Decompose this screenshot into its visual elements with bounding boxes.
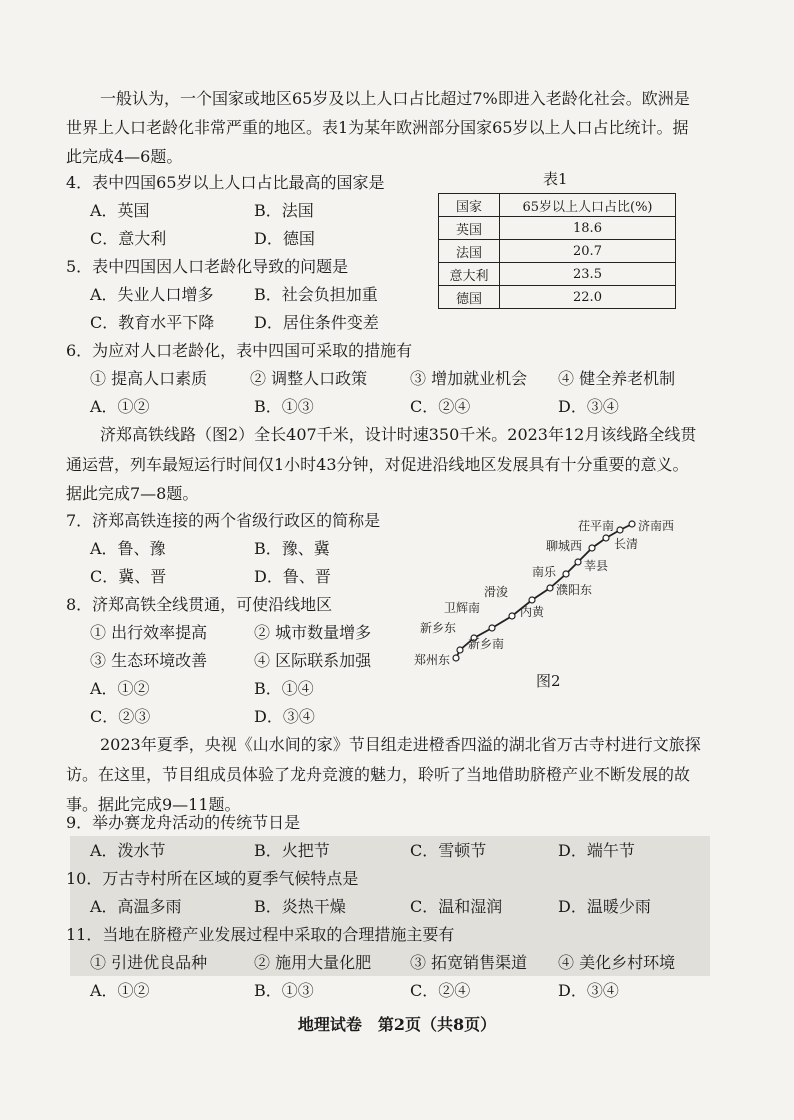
q7-option-d[interactable]: D．鲁、晋 [254, 567, 331, 586]
station-label: 滑浚 [484, 585, 509, 599]
table1-header-cell: 国家 [439, 194, 500, 217]
station-label: 聊城西 [546, 539, 583, 553]
q11-item-2: ② 施用大量化肥 [254, 953, 372, 972]
station-label: 济南西 [638, 519, 675, 533]
station-liaochengxi-dot [589, 545, 595, 551]
station-jinanxi-dot [629, 521, 635, 527]
table-row [439, 286, 676, 309]
q4-option-c[interactable]: C．意大利 [90, 229, 167, 248]
q7-option-b[interactable]: B．豫、冀 [254, 539, 330, 558]
q11-option-d[interactable]: D．③④ [558, 981, 619, 1000]
intro3-line-1: 2023年夏季，央视《山水间的家》节目组走进橙香四溢的湖北省万古寺村进行文旅探 [100, 735, 701, 754]
station-label: 郑州东 [414, 653, 451, 667]
station-neihuang-dot [529, 597, 535, 603]
q11-item-1: ① 引进优良品种 [90, 953, 208, 972]
q9-option-d[interactable]: D．端午节 [558, 841, 635, 860]
q7-option-a[interactable]: A．鲁、豫 [90, 539, 166, 558]
q8-item-3: ③ 生态环境改善 [90, 651, 208, 670]
table-cell: 18.6 [500, 217, 676, 240]
q11-option-a[interactable]: A．①② [90, 981, 150, 1000]
q11-option-b[interactable]: B．①③ [254, 981, 314, 1000]
table-row [439, 240, 676, 263]
q4-stem: 4．表中四国65岁以上人口占比最高的国家是 [66, 173, 385, 192]
table-cell: 英国 [439, 217, 500, 240]
station-chipingnan-dot [603, 535, 609, 541]
q8-option-d[interactable]: D．③④ [254, 707, 315, 726]
station-puyangdong-dot [547, 585, 553, 591]
table-row [439, 217, 676, 240]
q6-option-a[interactable]: A．①② [90, 397, 150, 416]
q5-option-d[interactable]: D．居住条件变差 [254, 313, 379, 332]
station-xinxiangnan-dot [457, 647, 463, 653]
table1-caption: 表1 [543, 170, 568, 188]
intro2-line-3: 据此完成7—8题。 [66, 484, 199, 503]
station-label: 长清 [614, 537, 639, 551]
intro3-line-3: 事。据此完成9—11题。 [66, 795, 241, 814]
q10-option-a[interactable]: A．高温多雨 [90, 897, 182, 916]
station-label: 濮阳东 [556, 583, 593, 597]
station-label: 卫辉南 [444, 601, 481, 615]
q11-item-3: ③ 拓宽销售渠道 [410, 953, 528, 972]
q8-stem: 8．济郑高铁全线贯通，可使沿线地区 [66, 595, 333, 614]
intro2-line-2: 通运营，列车最短运行时间仅1小时43分钟，对促进沿线地区发展具有十分重要的意义。 [66, 455, 689, 474]
q9-option-a[interactable]: A．泼水节 [90, 841, 166, 860]
rail-route-map [400, 512, 700, 672]
table-cell: 23.5 [500, 263, 676, 286]
intro-line-2: 世界上人口老龄化非常严重的地区。表1为某年欧洲部分国家65岁以上人口占比统计。据 [66, 118, 689, 137]
station-zhengzhoudong-dot [453, 655, 459, 661]
q8-item-1: ① 出行效率提高 [90, 623, 208, 642]
table1-header-row [439, 194, 676, 217]
table-row [439, 263, 676, 286]
table1-header-cell: 65岁以上人口占比(%) [500, 194, 676, 217]
q10-stem: 10．万古寺村所在区域的夏季气候特点是 [66, 869, 359, 888]
station-label: 南乐 [532, 565, 557, 579]
table-cell: 意大利 [439, 263, 500, 286]
page-footer: 地理试卷 第2页（共8页） [297, 1015, 497, 1034]
q6-option-c[interactable]: C．②④ [410, 397, 471, 416]
q11-option-c[interactable]: C．②④ [410, 981, 471, 1000]
q7-option-c[interactable]: C．冀、晋 [90, 567, 167, 586]
station-nanle-dot [563, 571, 569, 577]
q11-stem: 11．当地在脐橙产业发展过程中采取的合理措施主要有 [66, 925, 455, 944]
table-cell: 22.0 [500, 286, 676, 309]
station-label: 新乡东 [420, 621, 457, 635]
station-huajun-dot [509, 613, 515, 619]
station-changqing-dot [617, 527, 623, 533]
q11-item-4: ④ 美化乡村环境 [558, 953, 676, 972]
table1 [438, 193, 676, 309]
q6-option-d[interactable]: D．③④ [558, 397, 619, 416]
q5-stem: 5．表中四国因人口老龄化导致的问题是 [66, 257, 349, 276]
q10-option-b[interactable]: B．炎热干燥 [254, 897, 346, 916]
q6-item-2: ② 调整人口政策 [250, 369, 368, 388]
q8-option-b[interactable]: B．①④ [254, 679, 314, 698]
q6-item-4: ④ 健全养老机制 [558, 369, 676, 388]
intro2-line-1: 济郑高铁线路（图2）全长407千米，设计时速350千米。2023年12月该线路全线贯 [100, 425, 697, 444]
q4-option-a[interactable]: A．英国 [90, 201, 150, 220]
figure2-caption: 图2 [536, 672, 561, 690]
q5-option-c[interactable]: C．教育水平下降 [90, 313, 215, 332]
station-weihuinan-dot [489, 625, 495, 631]
station-label: 内黄 [520, 605, 545, 619]
q6-option-b[interactable]: B．①③ [254, 397, 314, 416]
station-label: 莘县 [584, 559, 609, 573]
q8-item-2: ② 城市数量增多 [254, 623, 372, 642]
q10-option-c[interactable]: C．温和湿润 [410, 897, 503, 916]
q8-item-4: ④ 区际联系加强 [254, 651, 372, 670]
q6-item-1: ① 提高人口素质 [90, 369, 208, 388]
q9-option-c[interactable]: C．雪顿节 [410, 841, 487, 860]
intro-line-3: 此完成4—6题。 [66, 147, 183, 166]
station-shenxian-dot [575, 559, 581, 565]
q7-stem: 7．济郑高铁连接的两个省级行政区的简称是 [66, 511, 381, 530]
q6-stem: 6．为应对人口老龄化，表中四国可采取的措施有 [66, 341, 413, 360]
q5-option-a[interactable]: A．失业人口增多 [90, 285, 214, 304]
q4-option-b[interactable]: B．法国 [254, 201, 314, 220]
intro3-line-2: 访。在这里，节目组成员体验了龙舟竞渡的魅力，聆听了当地借助脐橙产业不断发展的故 [66, 765, 691, 784]
q10-option-d[interactable]: D．温暖少雨 [558, 897, 651, 916]
table-cell: 德国 [439, 286, 500, 309]
q4-option-d[interactable]: D．德国 [254, 229, 315, 248]
table-cell: 20.7 [500, 240, 676, 263]
q5-option-b[interactable]: B．社会负担加重 [254, 285, 378, 304]
intro-line-1: 一般认为，一个国家或地区65岁及以上人口占比超过7%即进入老龄化社会。欧洲是 [100, 89, 690, 108]
station-label: 茌平南 [578, 519, 615, 533]
q9-stem: 9．举办赛龙舟活动的传统节日是 [66, 813, 301, 832]
table-cell: 法国 [439, 240, 500, 263]
q6-item-3: ③ 增加就业机会 [410, 369, 528, 388]
station-label: 新乡南 [468, 637, 505, 651]
q8-option-a[interactable]: A．①② [90, 679, 150, 698]
q8-option-c[interactable]: C．②③ [90, 707, 151, 726]
q9-option-b[interactable]: B．火把节 [254, 841, 330, 860]
